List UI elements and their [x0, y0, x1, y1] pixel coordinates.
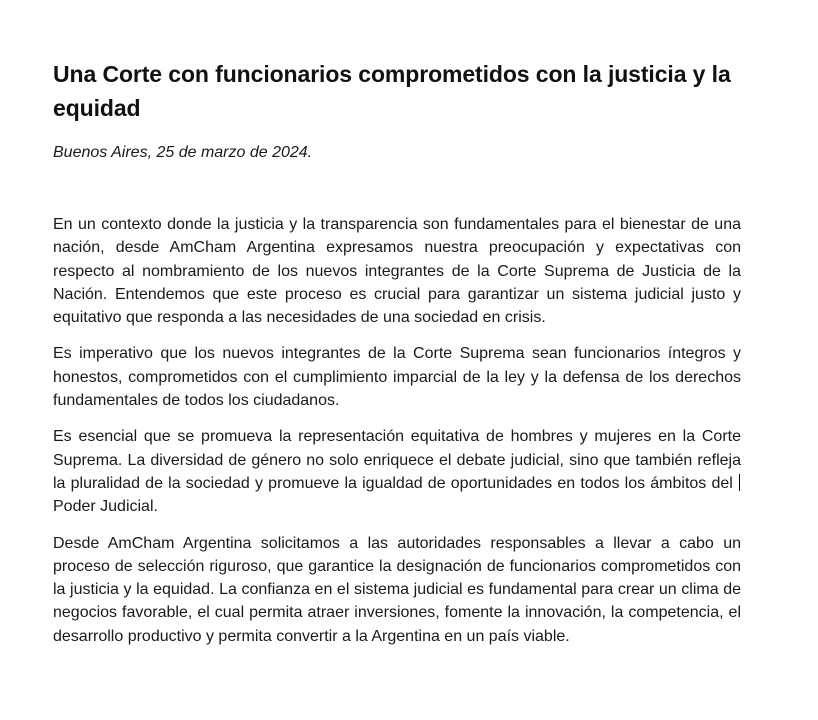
- paragraph-3-text-before-cursor: Es esencial que se promueva la representación equitativa de hombres y mujeres en la Corte Suprema. La diversidad de género no solo enriquece el debate judicial, sino que también refleja la pluralidad de la sociedad y promueve la igualdad de oportunidades en todos los ámbitos del: [53, 428, 741, 492]
- paragraph-1: En un contexto donde la justicia y la transparencia son fundamentales para el bienestar de una nación, desde AmCham Argentina expresamos nuestra preocupación y expectativas con respecto al nombramiento de los nuevos integrantes de la Corte Suprema de Justicia de la Nación. Entendemos que este proceso es crucial para garantizar un sistema judicial justo y equitativo que responda a las necesidades de una sociedad en crisis.: [53, 216, 741, 327]
- document-title: Una Corte con funcionarios comprometidos con la justicia y la equidad: [53, 61, 731, 121]
- paragraph-3-text-after-cursor: Poder Judicial.: [53, 498, 158, 516]
- paragraph-2: Es imperativo que los nuevos integrantes de la Corte Suprema sean funcionarios íntegros y honestos, comprometidos con el cumplimiento imparcial de la ley y la defensa de los derechos fundamentales de todos los ciudadanos.: [53, 345, 741, 410]
- dateline: Buenos Aires, 25 de marzo de 2024.: [53, 144, 313, 161]
- document-body[interactable]: [53, 213, 741, 648]
- paragraph-3: [53, 425, 741, 518]
- text-cursor: [739, 474, 740, 491]
- paragraph-4: Desde AmCham Argentina solicitamos a las autoridades responsables a llevar a cabo un proceso de selección riguroso, que garantice la designación de funcionarios comprometidos con la justicia y la equidad. La confianza en el sistema judicial es fundamental para crear un clima de negocios favorable, el cual permita atraer inversiones, fomente la innovación, la competencia, el desarrollo productivo y permita convertir a la Argentina en un país viable.: [53, 534, 741, 645]
- document-page[interactable]: [53, 57, 741, 661]
